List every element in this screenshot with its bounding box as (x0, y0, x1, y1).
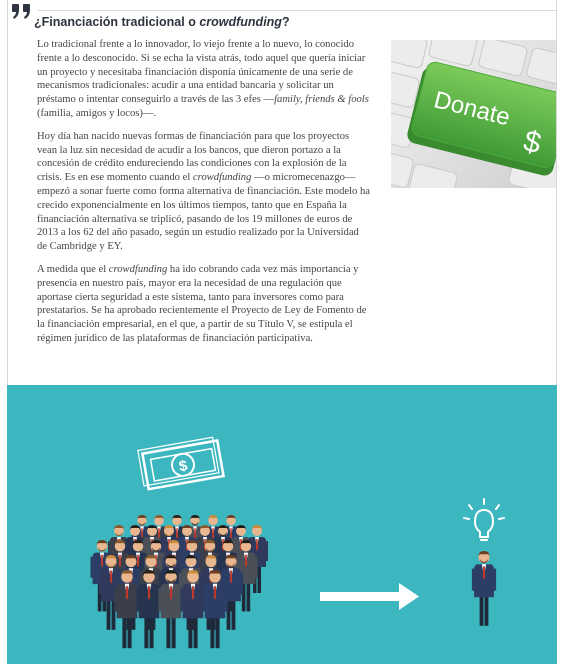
top-rule (38, 10, 557, 11)
lightbulb-icon (464, 499, 504, 540)
quote-icon (10, 3, 36, 21)
paragraph-1: Lo tradicional frente a lo innovador, lo viejo frente a lo nuevo, lo conocido frente a lo desconocido. Si se echa la vista atrás, todo aquel que quería iniciar un proyecto y necesitaba financiación disponía únicamente de una serie de mecanismos tradicionales: acudir a una entidad bancaria y solicitar un préstamo o intentar conseguirlo a través de las 3 efes —family, friends & fools (familia, amigos y locos)—. (37, 39, 369, 119)
arrow-right-icon (320, 583, 419, 610)
person-figure (472, 551, 496, 626)
banknote-icon (138, 437, 224, 490)
entrepreneur-figure (472, 551, 496, 626)
donate-key-photo (391, 40, 556, 188)
paragraph-2: Hoy día han nacido nuevas formas de financiación para que los proyectos vean la luz sin necesidad de acudir a los bancos, que dieron portazo a la concesión de crédito endureciendo las condiciones con la explosión de la crisis. Es en ese momento cuando el crowdfunding —o micromecenazgo— empezó a sonar fuerte como forma alternativa de financiación. Este modelo ha crecido exponencialmente en los últimos tiempos, tanto que en España la financiación alternativa se triplicó, pasando de los 19 millones de euros de 2013 a los 62 del año pasado, según un estudio realizado por la Universidad de Cambridge y EY. (37, 130, 370, 253)
banknote-dollar: $ (177, 457, 189, 476)
article-title: ¿Financiación tradicional o crowdfunding? (34, 15, 290, 29)
crowdfunding-illustration (7, 385, 557, 664)
investor-crowd (90, 515, 268, 648)
article-body (37, 38, 371, 355)
donate-label: Donate (431, 86, 513, 132)
dollar-symbol: $ (520, 124, 545, 161)
paragraph-3: A medida que el crowdfunding ha ido cobrando cada vez más importancia y presencia en nuestro país, mayor era la necesidad de una regulación que aportase cierta seguridad a este sistema, tanto para inversores como para prestatarios. Se ha aprobado recientemente el Proyecto de Ley de Fomento de la financiación empresarial, en el que, a partir de su Título V, se estipula el régimen jurídico de las plataformas de financiación participativa. (37, 263, 367, 344)
